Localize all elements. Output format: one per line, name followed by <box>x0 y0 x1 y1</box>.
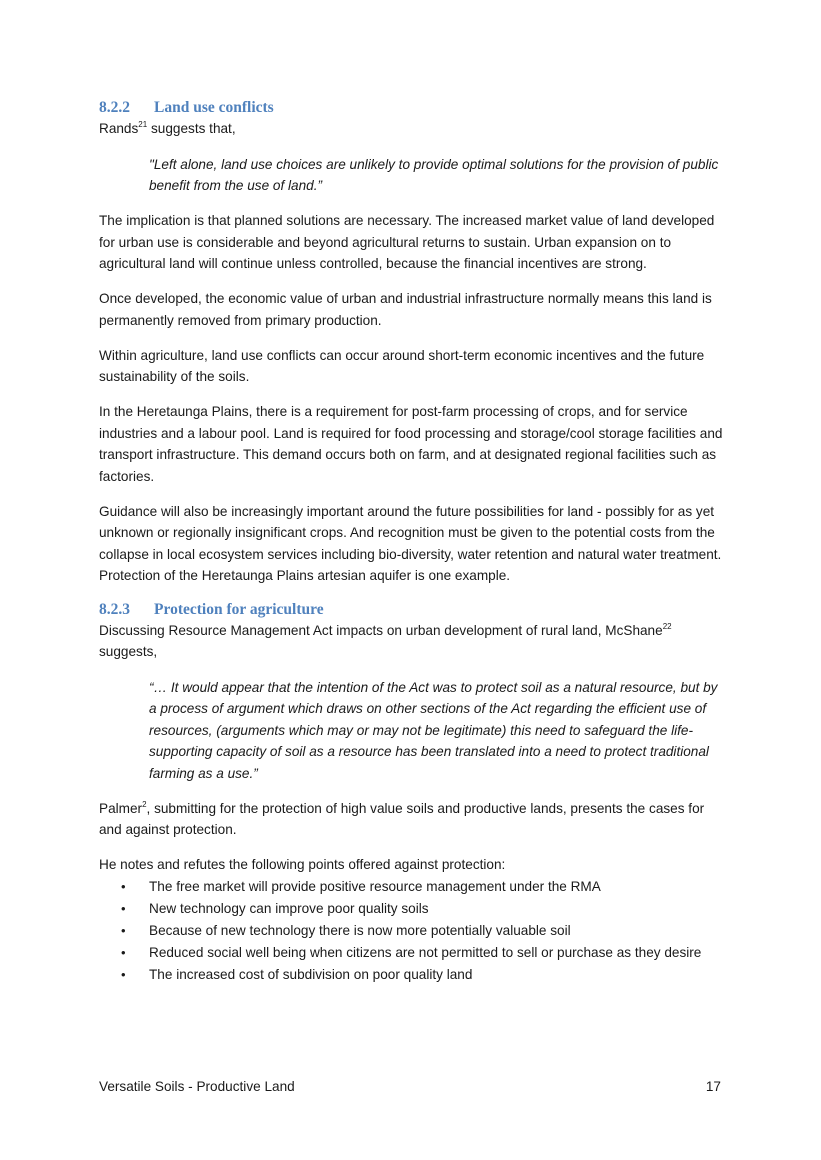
paragraph: Guidance will also be increasingly important around the future possibilities for land - possibly for as yet unknown or regionally insignificant crops. And recognition must be given to the potential costs from the collapse in local ecosystem services including bio-diversity, water retention and natural water treatment. Protection of the Heretaunga Plains artesian aquifer is one example. <box>99 503 722 583</box>
bullet-icon: • <box>121 922 126 938</box>
paragraph: In the Heretaunga Plains, there is a requirement for post-farm processing of crops, and for service industries and a labour pool. Land is required for food processing and storage/cool storage facilities and transport infrastructure. This demand occurs both on farm, and at designated regional facilities such as factories. <box>99 404 723 484</box>
list-intro: He notes and refutes the following points offered against protection: <box>99 857 506 872</box>
list-item <box>99 964 723 986</box>
footer-title: Versatile Soils - Productive Land <box>99 1079 295 1094</box>
page-footer <box>99 1076 723 1097</box>
list-item <box>99 876 723 898</box>
section-title: Land use conflicts <box>154 99 274 116</box>
intro-paragraph <box>99 620 723 663</box>
intro-text: Discussing Resource Management Act impacts on urban development of rural land, McShane <box>99 622 663 638</box>
list-item-text: Reduced social well being when citizens are not permitted to sell or purchase as they desire <box>149 944 702 960</box>
paragraph: The implication is that planned solutions are necessary. The increased market value of land developed for urban use is considerable and beyond agricultural returns to sustain. Urban expansion on to agricultural land will continue unless controlled, because the financial incentives are strong. <box>99 213 715 271</box>
paragraph <box>99 798 723 841</box>
bullet-icon: • <box>121 900 126 916</box>
bullet-list <box>99 876 723 986</box>
intro-text: suggests that, <box>147 121 236 136</box>
block-quote: “… It would appear that the intention of the Act was to protect soil as a natural resource, but by a process of argument which draws on other sections of the Act regarding the efficient use of resources, (arguments which may or may not be legitimate) this need to safeguard the life-supporting capacity of soil as a resource has been translated into a need to protect traditional farming as a use.” <box>149 679 718 781</box>
author-name: Palmer <box>99 800 143 816</box>
list-item-text: The free market will provide positive resource management under the RMA <box>149 878 601 894</box>
footnote-ref: 21 <box>138 120 148 129</box>
page-number: 17 <box>705 1079 721 1094</box>
block-quote: "Left alone, land use choices are unlikely to provide optimal solutions for the provision of public benefit from the use of land.” <box>149 156 719 193</box>
list-item <box>99 920 723 942</box>
section-title: Protection for agriculture <box>154 600 324 618</box>
section-number: 8.2.2 <box>99 99 130 116</box>
list-item-text: The increased cost of subdivision on poor quality land <box>149 966 473 982</box>
paragraph-text: , submitting for the protection of high value soils and productive lands, presents the cases for and against protection. <box>99 800 705 837</box>
intro-line <box>99 118 723 140</box>
section-heading-8-2-3 <box>99 599 723 620</box>
list-item-text: Because of new technology there is now more potentially valuable soil <box>149 922 571 938</box>
footnote-ref: 22 <box>662 621 672 631</box>
list-item-text: New technology can improve poor quality soils <box>149 900 429 916</box>
list-item <box>99 942 723 964</box>
bullet-icon: • <box>121 966 126 982</box>
document-page <box>99 97 723 986</box>
footnote-ref: 2 <box>142 799 147 809</box>
bullet-icon: • <box>121 944 126 960</box>
bullet-icon: • <box>121 878 126 894</box>
paragraph: Once developed, the economic value of urban and industrial infrastructure normally means this land is permanently removed from primary production. <box>99 291 712 328</box>
intro-text-continued: suggests, <box>99 644 158 659</box>
section-number: 8.2.3 <box>99 600 130 618</box>
section-heading-8-2-2 <box>99 97 723 118</box>
paragraph: Within agriculture, land use conflicts can occur around short-term economic incentives and the future sustainability of the soils. <box>99 347 705 384</box>
author-name: Rands <box>99 121 139 136</box>
list-item <box>99 898 723 920</box>
